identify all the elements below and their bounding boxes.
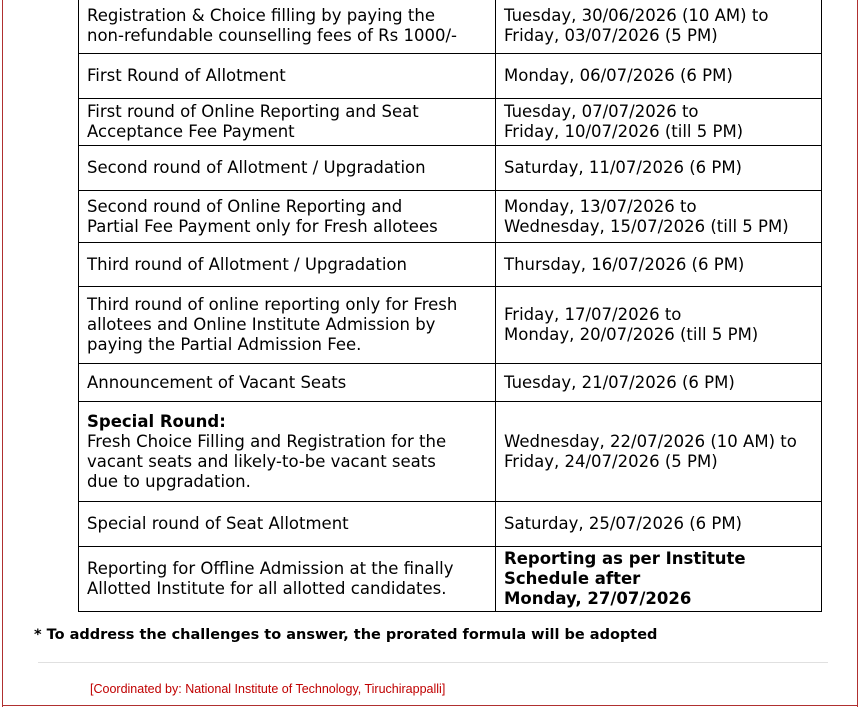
table-row [79,146,822,191]
footnote: * To address the challenges to answer, the prorated formula will be adopted [34,627,658,643]
date-cell [496,502,822,547]
date-text: Friday, 17/07/2026 to [504,305,682,324]
event-cell [79,0,496,54]
date-cell [496,0,822,54]
date-text: Monday, 20/07/2026 (till 5 PM) [504,325,759,344]
date-text: Tuesday, 21/07/2026 (6 PM) [504,372,735,392]
event-cell [79,502,496,547]
coordinator-note: [Coordinated by: National Institute of Technology, Tiruchirappalli] [90,682,446,696]
event-text: Partial Fee Payment only for Fresh allotees [87,216,438,236]
event-text: Third round of online reporting only for Fresh [87,295,458,314]
date-text: Friday, 24/07/2026 (5 PM) [504,451,718,471]
event-text: Second round of Allotment / Upgradation [87,158,426,177]
event-cell [79,54,496,99]
event-text: Registration & Choice filling by paying the [87,6,435,25]
divider [38,662,828,663]
table-row [79,502,822,547]
date-cell [496,191,822,243]
date-text: Friday, 03/07/2026 (5 PM) [504,26,718,45]
event-text: Acceptance Fee Payment [87,122,295,141]
event-cell [79,191,496,243]
event-text: Reporting for Offline Admission at the finally [87,559,454,578]
page-border-left [2,0,3,707]
event-text: due to upgradation. [87,471,251,491]
date-cell [496,146,822,191]
table-row [79,547,822,612]
date-text: Tuesday, 30/06/2026 (10 AM) to [504,6,769,25]
table-row [79,243,822,287]
date-text: Wednesday, 22/07/2026 (10 AM) to [504,431,797,451]
date-cell [496,364,822,402]
table-row [79,364,822,402]
event-title: Special Round: [87,411,226,431]
event-text: non-refundable counselling fees of Rs 1000/- [87,26,457,45]
date-cell [496,243,822,287]
schedule-table-body [79,0,822,612]
event-text: First round of Online Reporting and Seat [87,102,419,121]
date-text: Thursday, 16/07/2026 (6 PM) [504,254,745,274]
schedule-table [78,0,822,612]
date-cell [496,287,822,364]
event-cell [79,99,496,146]
event-text: Special round of Seat Allotment [87,514,349,533]
event-text: First Round of Allotment [87,66,286,85]
table-row [79,287,822,364]
table-row [79,191,822,243]
event-cell [79,402,496,502]
date-text: Reporting as per Institute [504,549,746,568]
date-cell [496,402,822,502]
event-text: Second round of Online Reporting and [87,196,403,216]
event-text: Third round of Allotment / Upgradation [87,254,407,274]
event-cell [79,243,496,287]
date-text: Monday, 27/07/2026 [504,589,692,608]
date-text: Saturday, 11/07/2026 (6 PM) [504,158,742,177]
table-row [79,99,822,146]
table-row [79,54,822,99]
event-cell [79,364,496,402]
date-text: Tuesday, 07/07/2026 to [504,102,699,121]
date-text: Monday, 13/07/2026 to [504,196,697,216]
page-border-right [857,0,858,707]
page-border-bottom [2,705,858,706]
table-row [79,0,822,54]
event-cell [79,547,496,612]
date-cell [496,54,822,99]
date-text: Schedule after [504,569,641,588]
date-cell [496,99,822,146]
date-text: Friday, 10/07/2026 (till 5 PM) [504,122,744,141]
date-text: Saturday, 25/07/2026 (6 PM) [504,514,742,533]
event-text: Announcement of Vacant Seats [87,372,347,392]
date-text: Wednesday, 15/07/2026 (till 5 PM) [504,216,789,236]
table-row [79,402,822,502]
date-cell [496,547,822,612]
event-text: allotees and Online Institute Admission by [87,315,436,334]
event-text: vacant seats and likely-to-be vacant seats [87,451,436,471]
event-text: Allotted Institute for all allotted candidates. [87,579,447,598]
event-cell [79,146,496,191]
event-text: Fresh Choice Filling and Registration for the [87,431,447,451]
event-text: paying the Partial Admission Fee. [87,335,362,354]
event-cell [79,287,496,364]
date-text: Monday, 06/07/2026 (6 PM) [504,66,733,85]
